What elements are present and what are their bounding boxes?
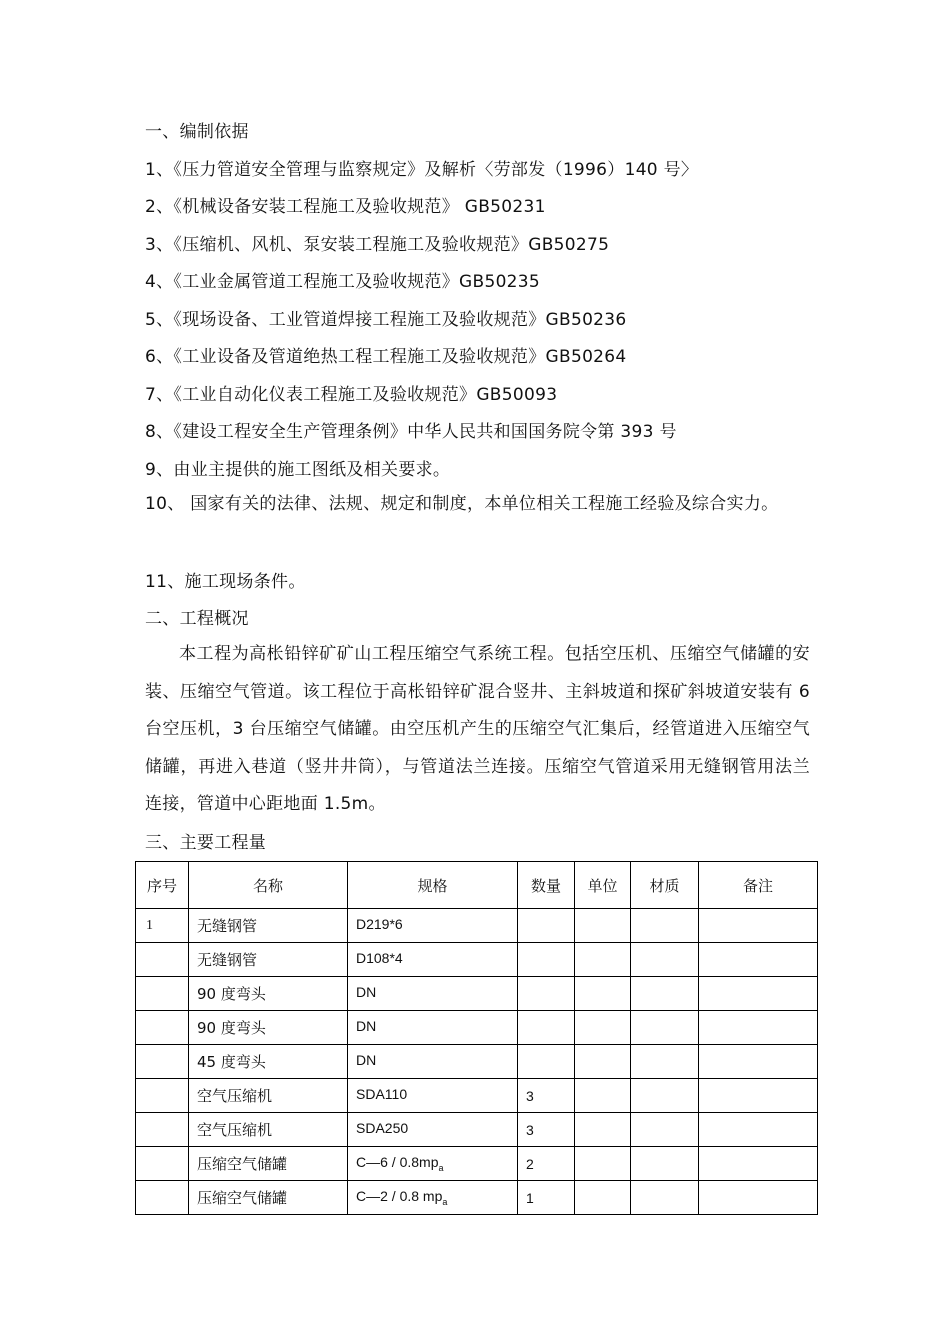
cell-spec-text: DN: [356, 1052, 377, 1069]
cell-unit: [575, 1147, 631, 1181]
cell-material: [631, 1113, 699, 1147]
cell-no: [136, 1147, 189, 1181]
basis-item: 5、《现场设备、工业管道焊接工程施工及验收规范》GB50236: [145, 310, 627, 330]
cell-note: [699, 1045, 818, 1079]
section-heading-overview: 二、工程概况: [145, 609, 249, 629]
section-heading-quantities: 三、主要工程量: [145, 833, 267, 853]
cell-qty: 3: [518, 1113, 575, 1147]
cell-name: 空气压缩机: [189, 1113, 348, 1147]
table-row: [136, 1011, 818, 1045]
cell-spec-text: SDA110: [356, 1086, 408, 1103]
cell-name: 空气压缩机: [189, 1079, 348, 1113]
column-header-no: 序号: [136, 862, 189, 909]
cell-note: [699, 1079, 818, 1113]
cell-no: [136, 1181, 189, 1215]
cell-note: [699, 909, 818, 943]
cell-name: 压缩空气储罐: [189, 1181, 348, 1215]
cell-qty: [518, 943, 575, 977]
cell-unit: [575, 1011, 631, 1045]
cell-spec: [348, 1079, 518, 1113]
cell-name: 无缝钢管: [189, 909, 348, 943]
basis-item: 7、《工业自动化仪表工程施工及验收规范》GB50093: [145, 385, 558, 405]
cell-qty: 1: [518, 1181, 575, 1215]
table-row: [136, 1181, 818, 1215]
basis-item: 10、 国家有关的法律、法规、规定和制度，本单位相关工程施工经验及综合实力。: [145, 494, 779, 514]
basis-item: 1、《压力管道安全管理与监察规定》及解析〈劳部发（1996）140 号〉: [145, 160, 699, 180]
table-row: [136, 977, 818, 1011]
cell-no: 1: [136, 909, 189, 943]
cell-unit: [575, 1079, 631, 1113]
cell-spec: [348, 943, 518, 977]
cell-spec: [348, 1147, 518, 1181]
cell-qty: 3: [518, 1079, 575, 1113]
cell-material: [631, 1181, 699, 1215]
cell-unit: [575, 943, 631, 977]
cell-note: [699, 977, 818, 1011]
cell-name: 90 度弯头: [189, 977, 348, 1011]
cell-material: [631, 977, 699, 1011]
cell-unit: [575, 1045, 631, 1079]
cell-no: [136, 1045, 189, 1079]
cell-qty: [518, 1045, 575, 1079]
cell-note: [699, 1011, 818, 1045]
cell-spec-text: C—2 / 0.8 mp: [356, 1188, 443, 1205]
cell-spec-text: DN: [356, 1018, 377, 1035]
cell-spec: [348, 1045, 518, 1079]
cell-note: [699, 943, 818, 977]
section-heading-basis: 一、编制依据: [145, 122, 249, 142]
table-row: [136, 1045, 818, 1079]
cell-unit: [575, 1181, 631, 1215]
table-header-row: [136, 862, 818, 909]
overview-paragraph: 本工程为高枨铅锌矿矿山工程压缩空气系统工程。包括空压机、压缩空气储罐的安装、压缩空气管道。该工程位于高枨铅锌矿混合竖井、主斜坡道和探矿斜坡道安装有 6 台空压机，3 台压缩空气储罐。由空压机产生的压缩空气汇集后，经管道进入压缩空气储罐，再进入巷道（竖井井筒），与管道法兰连接。压缩空气管道采用无缝钢管用法兰连接，管道中心距地面 1.5m。: [145, 644, 810, 814]
cell-no: [136, 1113, 189, 1147]
cell-name: 压缩空气储罐: [189, 1147, 348, 1181]
column-header-material: 材质: [631, 862, 699, 909]
cell-spec-text: SDA250: [356, 1120, 409, 1137]
column-header-qty: 数量: [518, 862, 575, 909]
cell-spec-text: D108*4: [356, 950, 403, 967]
column-header-note: 备注: [699, 862, 818, 909]
cell-qty: [518, 1011, 575, 1045]
column-header-name: 名称: [189, 862, 348, 909]
cell-unit: [575, 1113, 631, 1147]
basis-item: 4、《工业金属管道工程施工及验收规范》GB50235: [145, 272, 541, 292]
cell-name: 45 度弯头: [189, 1045, 348, 1079]
cell-material: [631, 943, 699, 977]
cell-spec-text: DN: [356, 984, 377, 1001]
cell-note: [699, 1113, 818, 1147]
quantities-table: [135, 861, 818, 1215]
cell-spec: [348, 1011, 518, 1045]
cell-spec-sub: a: [438, 1162, 444, 1173]
cell-spec: [348, 909, 518, 943]
basis-item: 6、《工业设备及管道绝热工程工程施工及验收规范》GB50264: [145, 347, 627, 367]
basis-item: 3、《压缩机、风机、泵安装工程施工及验收规范》GB50275: [145, 235, 610, 255]
cell-spec-sub: a: [442, 1196, 448, 1207]
cell-unit: [575, 977, 631, 1011]
table-row: [136, 1113, 818, 1147]
table-row: [136, 1079, 818, 1113]
cell-spec-text: D219*6: [356, 916, 403, 933]
table-row: [136, 1147, 818, 1181]
basis-item: 9、由业主提供的施工图纸及相关要求。: [145, 460, 451, 480]
column-header-spec: 规格: [348, 862, 518, 909]
cell-spec: [348, 977, 518, 1011]
cell-material: [631, 909, 699, 943]
cell-qty: [518, 909, 575, 943]
basis-item: 2、《机械设备安装工程施工及验收规范》 GB50231: [145, 197, 546, 217]
cell-no: [136, 943, 189, 977]
cell-qty: [518, 977, 575, 1011]
cell-name: 无缝钢管: [189, 943, 348, 977]
cell-material: [631, 1011, 699, 1045]
cell-spec: [348, 1113, 518, 1147]
cell-name: 90 度弯头: [189, 1011, 348, 1045]
cell-material: [631, 1045, 699, 1079]
cell-material: [631, 1079, 699, 1113]
cell-unit: [575, 909, 631, 943]
cell-spec: [348, 1181, 518, 1215]
cell-note: [699, 1147, 818, 1181]
basis-item: 8、《建设工程安全生产管理条例》中华人民共和国国务院令第 393 号: [145, 422, 677, 442]
cell-no: [136, 1011, 189, 1045]
basis-item: 11、施工现场条件。: [145, 572, 306, 592]
cell-material: [631, 1147, 699, 1181]
cell-spec-text: C—6 / 0.8mp: [356, 1154, 439, 1171]
table-row: [136, 943, 818, 977]
cell-no: [136, 1079, 189, 1113]
cell-qty: 2: [518, 1147, 575, 1181]
table-row: [136, 909, 818, 943]
column-header-unit: 单位: [575, 862, 631, 909]
cell-note: [699, 1181, 818, 1215]
cell-no: [136, 977, 189, 1011]
